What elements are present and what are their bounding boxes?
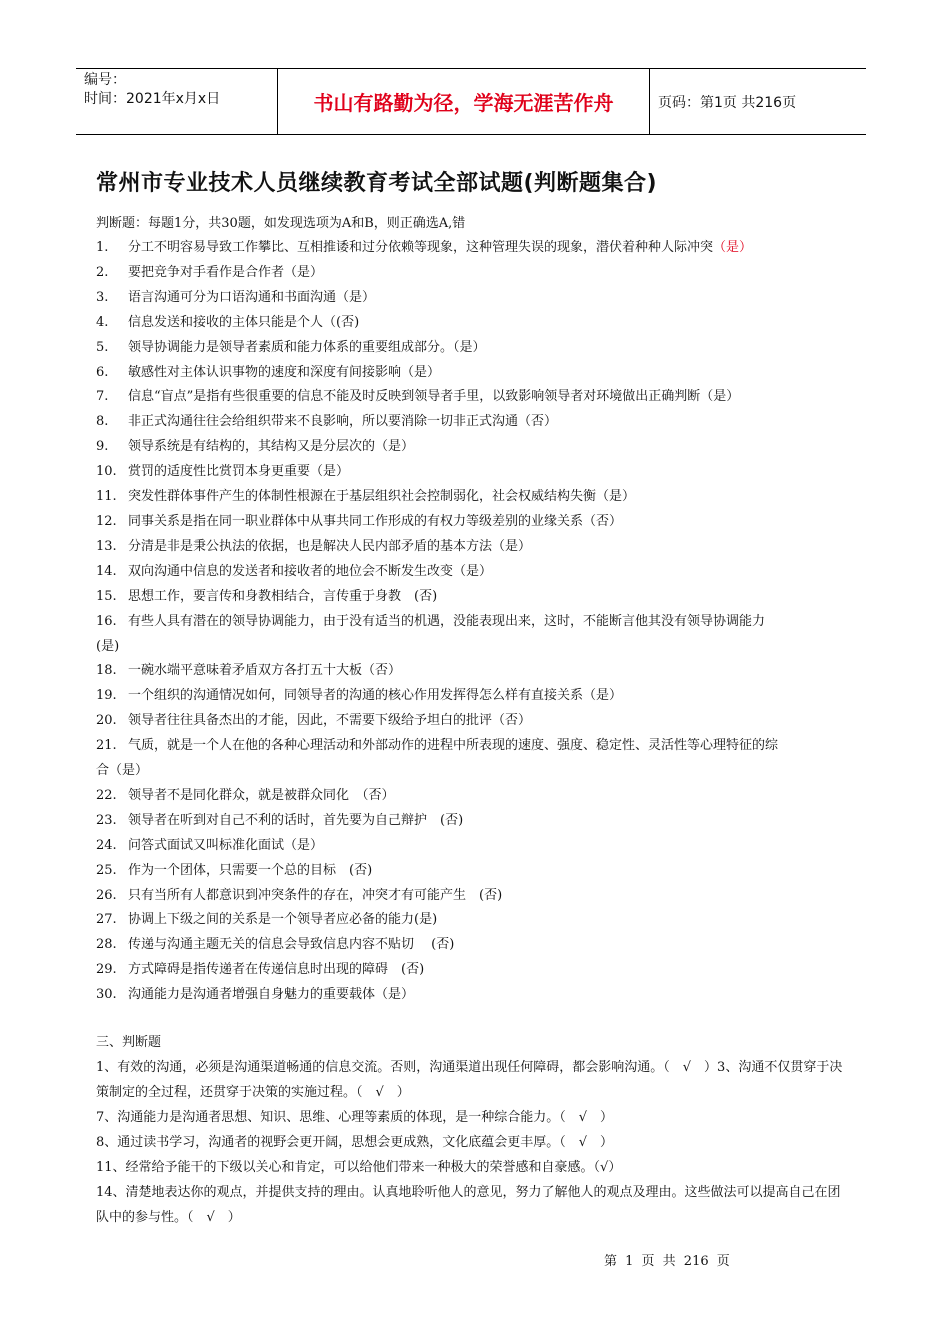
question-item [96, 410, 852, 435]
question-item [96, 510, 852, 535]
question-item [96, 784, 852, 809]
question-item [96, 385, 852, 410]
question-text: 领导者不是同化群众，就是被群众同化 （否） [128, 787, 395, 803]
question-number: 29. [96, 962, 117, 978]
question-text: 领导者往往具备杰出的才能，因此，不需要下级给予坦白的批评（否） [128, 713, 532, 729]
document-title: 常州市专业技术人员继续教育考试全部试题(判断题集合) [96, 171, 658, 196]
question-item [96, 585, 852, 610]
question-number: 16. [96, 613, 117, 629]
question-number: 9. [96, 439, 109, 455]
question-text: 敏感性对主体认识事物的速度和深度有间接影响（是） [128, 364, 441, 380]
question-text: 思想工作，要言传和身教相结合，言传重于身教 (否) [128, 588, 438, 604]
question-item [96, 485, 852, 510]
question-text: 协调上下级之间的关系是一个领导者应必备的能力(是) [128, 912, 438, 928]
question-text: 一个组织的沟通情况如何，同领导者的沟通的核心作用发挥得怎么样有直接关系（是） [128, 688, 623, 704]
section-3-item: 8、通过读书学习，沟通者的视野会更开阔，思想会更成熟，文化底蕴会更丰厚。（ √ ） [96, 1135, 614, 1150]
question-text: 只有当所有人都意识到冲突条件的存在，冲突才有可能产生 (否) [128, 887, 503, 903]
question-number: 8. [96, 414, 109, 430]
question-item [96, 684, 852, 709]
question-number: 27. [96, 912, 117, 928]
question-number: 30. [96, 987, 117, 1003]
question-item [96, 460, 852, 485]
question-answer: （是） [713, 240, 753, 255]
question-text: 分工不明容易导致工作攀比、互相推诿和过分依赖等现象，这种管理失误的现象，潜伏着种种人际冲突 [128, 240, 714, 255]
question-item [96, 286, 852, 311]
question-number: 2. [96, 264, 109, 280]
header-page-info: 页码：第1页 共216页 [658, 94, 797, 111]
question-list [96, 236, 852, 1008]
intro-text: 判断题：每题1分，共30题，如发现选项为A和B，则正确选A,错 [96, 216, 466, 231]
question-text: 气质，就是一个人在他的各种心理活动和外部动作的进程中所表现的速度、强度、稳定性、灵活性等心理特征的综 [128, 738, 779, 754]
question-number: 3. [96, 289, 109, 305]
question-item [96, 236, 852, 261]
header-meta [76, 69, 278, 134]
question-text: 领导协调能力是领导者素质和能力体系的重要组成部分。（是） [128, 339, 486, 355]
question-text: 分清是非是秉公执法的依据，也是解决人民内部矛盾的基本方法（是） [128, 538, 532, 554]
question-text: 语言沟通可分为口语沟通和书面沟通（是） [128, 289, 376, 305]
question-item [96, 610, 852, 660]
question-number: 1. [96, 240, 109, 255]
question-text: 沟通能力是沟通者增强自身魅力的重要载体（是） [128, 987, 415, 1003]
section-3-item: 14、清楚地表达你的观点，并提供支持的理由。认真地聆听他人的意见，努力了解他人的观点及理由。这些做法可以提高自己在团队中的参与性。（ √ ） [96, 1185, 841, 1225]
question-number: 14. [96, 563, 117, 579]
question-number: 15. [96, 588, 117, 604]
question-item [96, 311, 852, 336]
question-number: 5. [96, 339, 109, 355]
page-header [76, 68, 866, 135]
question-number: 20. [96, 713, 117, 729]
question-item [96, 834, 852, 859]
question-item [96, 809, 852, 834]
question-item [96, 734, 852, 784]
question-item [96, 535, 852, 560]
question-number: 23. [96, 812, 117, 828]
question-number: 28. [96, 937, 117, 953]
question-item [96, 958, 852, 983]
question-number: 6. [96, 364, 109, 380]
page-footer: 第 1 页 共 216 页 [604, 1254, 730, 1269]
question-item [96, 983, 852, 1008]
question-item [96, 859, 852, 884]
section-3 [96, 1030, 852, 1230]
question-text: 赏罚的适度性比赏罚本身更重要（是） [128, 464, 350, 480]
question-text: 要把竞争对手看作是合作者（是） [128, 264, 324, 280]
section-3-items [96, 1055, 852, 1230]
question-number: 7. [96, 389, 109, 405]
question-item [96, 560, 852, 585]
question-text: 问答式面试又叫标准化面试（是） [128, 837, 324, 853]
question-text: 同事关系是指在同一职业群体中从事共同工作形成的有权力等级差别的业缘关系（否） [128, 513, 623, 529]
question-number: 19. [96, 688, 117, 704]
question-text: 双向沟通中信息的发送者和接收者的地位会不断发生改变（是） [128, 563, 493, 579]
question-number: 12. [96, 513, 117, 529]
question-number: 13. [96, 538, 117, 554]
question-item [96, 659, 852, 684]
question-item [96, 361, 852, 386]
header-motto: 书山有路勤为径，学海无涯苦作舟 [278, 69, 650, 134]
question-continuation: 合（是） [96, 763, 149, 779]
question-continuation: (是) [96, 638, 120, 654]
question-item [96, 709, 852, 734]
question-text: 传递与沟通主题无关的信息会导致信息内容不贴切 (否) [128, 937, 455, 953]
question-text: 方式障碍是指传递者在传递信息时出现的障碍 (否) [128, 962, 425, 978]
question-text: 有些人具有潜在的领导协调能力，由于没有适当的机遇，没能表现出来，这时，不能断言他其没有领导协调能力 [128, 613, 766, 629]
question-item [96, 435, 852, 460]
question-item [96, 884, 852, 909]
question-text: 突发性群体事件产生的体制性根源在于基层组织社会控制弱化，社会权威结构失衡（是） [128, 489, 636, 505]
question-number: 11. [96, 489, 117, 505]
question-text: 领导者在听到对自己不利的话时，首先要为自己辩护 (否) [128, 812, 464, 828]
question-item [96, 261, 852, 286]
question-item [96, 908, 852, 933]
section-3-item: 7、沟通能力是沟通者思想、知识、思维、心理等素质的体现，是一种综合能力。（ √ ） [96, 1110, 614, 1125]
question-item [96, 336, 852, 361]
question-number: 10. [96, 464, 117, 480]
question-text: 信息发送和接收的主体只能是个人（(否) [128, 314, 360, 330]
section-3-heading: 三、判断题 [96, 1035, 162, 1050]
question-text: 作为一个团体，只需要一个总的目标 (否) [128, 862, 373, 878]
question-number: 24. [96, 837, 117, 853]
section-3-item: 11、经常给予能干的下级以关心和肯定，可以给他们带来一种极大的荣誉感和自豪感。（√） [96, 1160, 622, 1175]
question-number: 21. [96, 738, 117, 754]
question-text: 信息“盲点”是指有些很重要的信息不能及时反映到领导者手里，以致影响领导者对环境做出正确判断（是） [128, 389, 740, 405]
question-item [96, 933, 852, 958]
question-text: 领导系统是有结构的，其结构又是分层次的（是） [128, 439, 415, 455]
serial-label: 编号： [84, 72, 126, 88]
question-number: 4. [96, 314, 109, 330]
time-label: 时间：2021年x月x日 [84, 91, 221, 107]
question-text: 一碗水端平意味着矛盾双方各打五十大板（否） [128, 663, 402, 679]
section-3-item: 1、有效的沟通，必须是沟通渠道畅通的信息交流。否则，沟通渠道出现任何障碍，都会影响沟通。（ √ ）3、沟通不仅贯穿于决策制定的全过程，还贯穿于决策的实施过程。（ √ ） [96, 1060, 843, 1100]
question-text: 非正式沟通往往会给组织带来不良影响，所以要消除一切非正式沟通（否） [128, 414, 558, 430]
question-number: 22. [96, 787, 117, 803]
question-number: 26. [96, 887, 117, 903]
question-number: 25. [96, 862, 117, 878]
question-number: 18. [96, 663, 117, 679]
